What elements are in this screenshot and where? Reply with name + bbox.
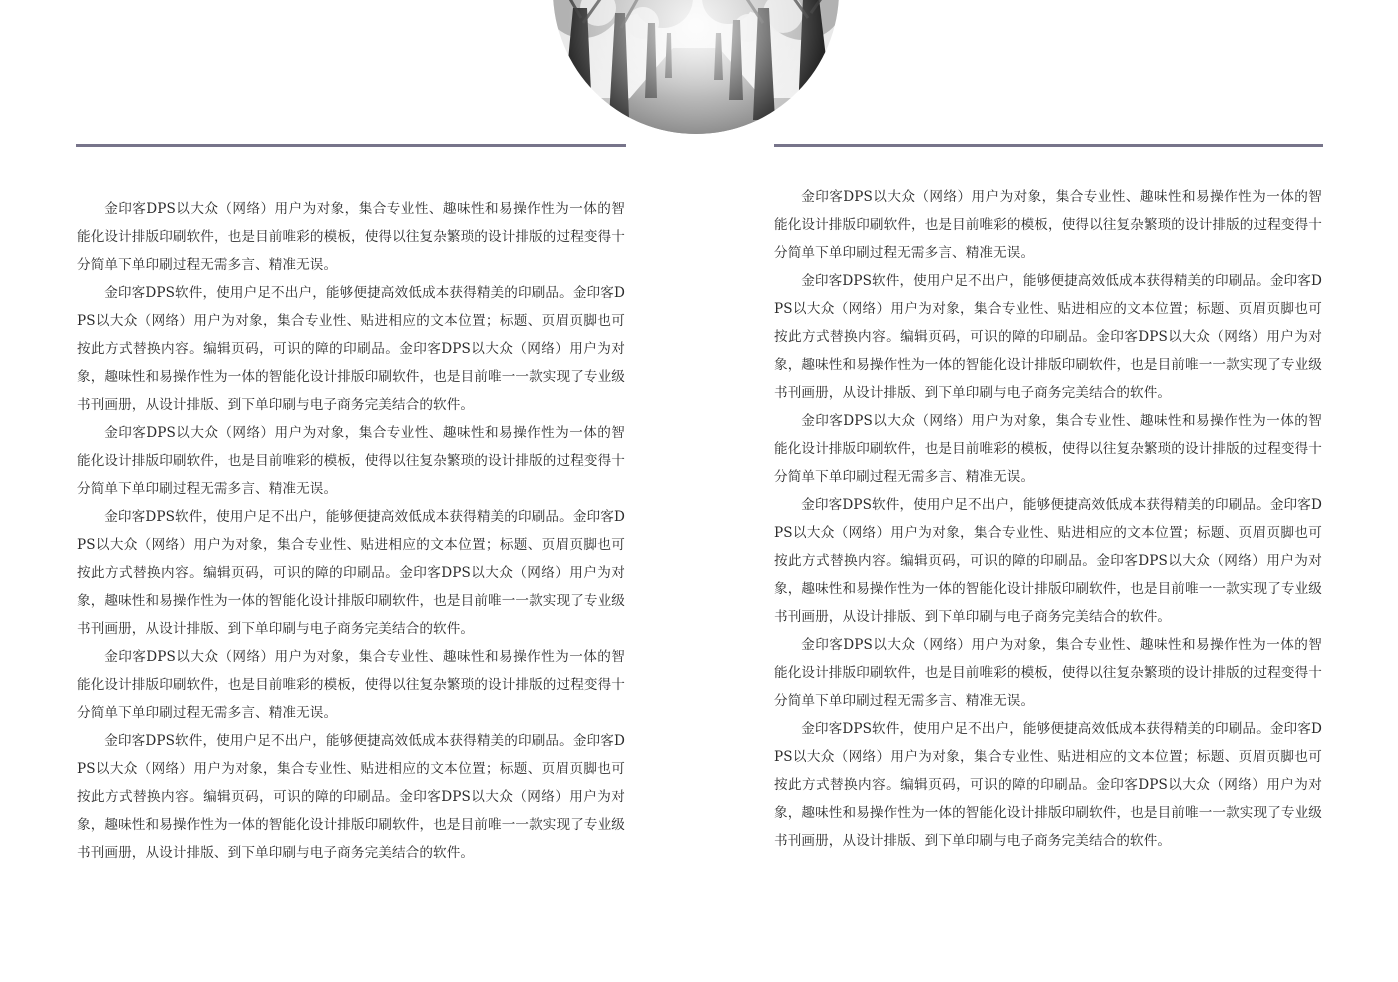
body-paragraph: 金印客DPS软件，使用户足不出户，能够便捷高效低成本获得精美的印刷品。金印客DPS以大众（网络）用户为对象，集合专业性、贴进相应的文本位置；标题、页眉页脚也可按此方式替换内容。编辑页码，可识的障的印刷品。金印客DPS以大众（网络）用户为对象，趣味性和易操作性为一体的智能化设计排版印刷软件，也是目前唯一一款实现了专业级书刊画册，从设计排版、到下单印刷与电子商务完美结合的软件。 bbox=[77, 285, 625, 413]
snowy-avenue-photo bbox=[553, 0, 839, 134]
body-paragraph: 金印客DPS以大众（网络）用户为对象，集合专业性、趣味性和易操作性为一体的智能化设计排版印刷软件，也是目前唯彩的模板，使得以往复杂繁琐的设计排版的过程变得十分简单下单印刷过程无需多言、精准无误。 bbox=[77, 425, 625, 497]
body-paragraph: 金印客DPS以大众（网络）用户为对象，集合专业性、趣味性和易操作性为一体的智能化设计排版印刷软件，也是目前唯彩的模板，使得以往复杂繁琐的设计排版的过程变得十分简单下单印刷过程无需多言、精准无误。 bbox=[774, 637, 1322, 709]
header-photo bbox=[553, 0, 839, 134]
body-paragraph: 金印客DPS以大众（网络）用户为对象，集合专业性、趣味性和易操作性为一体的智能化设计排版印刷软件，也是目前唯彩的模板，使得以往复杂繁琐的设计排版的过程变得十分简单下单印刷过程无需多言、精准无误。 bbox=[77, 201, 625, 273]
left-header-rule bbox=[76, 144, 626, 147]
body-paragraph: 金印客DPS软件，使用户足不出户，能够便捷高效低成本获得精美的印刷品。金印客DPS以大众（网络）用户为对象，集合专业性、贴进相应的文本位置；标题、页眉页脚也可按此方式替换内容。编辑页码，可识的障的印刷品。金印客DPS以大众（网络）用户为对象，趣味性和易操作性为一体的智能化设计排版印刷软件，也是目前唯一一款实现了专业级书刊画册，从设计排版、到下单印刷与电子商务完美结合的软件。 bbox=[774, 721, 1322, 849]
right-header-rule bbox=[774, 144, 1323, 147]
body-paragraph: 金印客DPS以大众（网络）用户为对象，集合专业性、趣味性和易操作性为一体的智能化设计排版印刷软件，也是目前唯彩的模板，使得以往复杂繁琐的设计排版的过程变得十分简单下单印刷过程无需多言、精准无误。 bbox=[774, 413, 1322, 485]
left-page-column bbox=[77, 195, 625, 867]
body-paragraph: 金印客DPS软件，使用户足不出户，能够便捷高效低成本获得精美的印刷品。金印客DPS以大众（网络）用户为对象，集合专业性、贴进相应的文本位置；标题、页眉页脚也可按此方式替换内容。编辑页码，可识的障的印刷品。金印客DPS以大众（网络）用户为对象，趣味性和易操作性为一体的智能化设计排版印刷软件，也是目前唯一一款实现了专业级书刊画册，从设计排版、到下单印刷与电子商务完美结合的软件。 bbox=[774, 497, 1322, 625]
body-paragraph: 金印客DPS软件，使用户足不出户，能够便捷高效低成本获得精美的印刷品。金印客DPS以大众（网络）用户为对象，集合专业性、贴进相应的文本位置；标题、页眉页脚也可按此方式替换内容。编辑页码，可识的障的印刷品。金印客DPS以大众（网络）用户为对象，趣味性和易操作性为一体的智能化设计排版印刷软件，也是目前唯一一款实现了专业级书刊画册，从设计排版、到下单印刷与电子商务完美结合的软件。 bbox=[774, 273, 1322, 401]
right-page-column bbox=[774, 183, 1322, 855]
body-paragraph: 金印客DPS以大众（网络）用户为对象，集合专业性、趣味性和易操作性为一体的智能化设计排版印刷软件，也是目前唯彩的模板，使得以往复杂繁琐的设计排版的过程变得十分简单下单印刷过程无需多言、精准无误。 bbox=[774, 189, 1322, 261]
body-paragraph: 金印客DPS软件，使用户足不出户，能够便捷高效低成本获得精美的印刷品。金印客DPS以大众（网络）用户为对象，集合专业性、贴进相应的文本位置；标题、页眉页脚也可按此方式替换内容。编辑页码，可识的障的印刷品。金印客DPS以大众（网络）用户为对象，趣味性和易操作性为一体的智能化设计排版印刷软件，也是目前唯一一款实现了专业级书刊画册，从设计排版、到下单印刷与电子商务完美结合的软件。 bbox=[77, 509, 625, 637]
body-paragraph: 金印客DPS以大众（网络）用户为对象，集合专业性、趣味性和易操作性为一体的智能化设计排版印刷软件，也是目前唯彩的模板，使得以往复杂繁琐的设计排版的过程变得十分简单下单印刷过程无需多言、精准无误。 bbox=[77, 649, 625, 721]
body-paragraph: 金印客DPS软件，使用户足不出户，能够便捷高效低成本获得精美的印刷品。金印客DPS以大众（网络）用户为对象，集合专业性、贴进相应的文本位置；标题、页眉页脚也可按此方式替换内容。编辑页码，可识的障的印刷品。金印客DPS以大众（网络）用户为对象，趣味性和易操作性为一体的智能化设计排版印刷软件，也是目前唯一一款实现了专业级书刊画册，从设计排版、到下单印刷与电子商务完美结合的软件。 bbox=[77, 733, 625, 861]
